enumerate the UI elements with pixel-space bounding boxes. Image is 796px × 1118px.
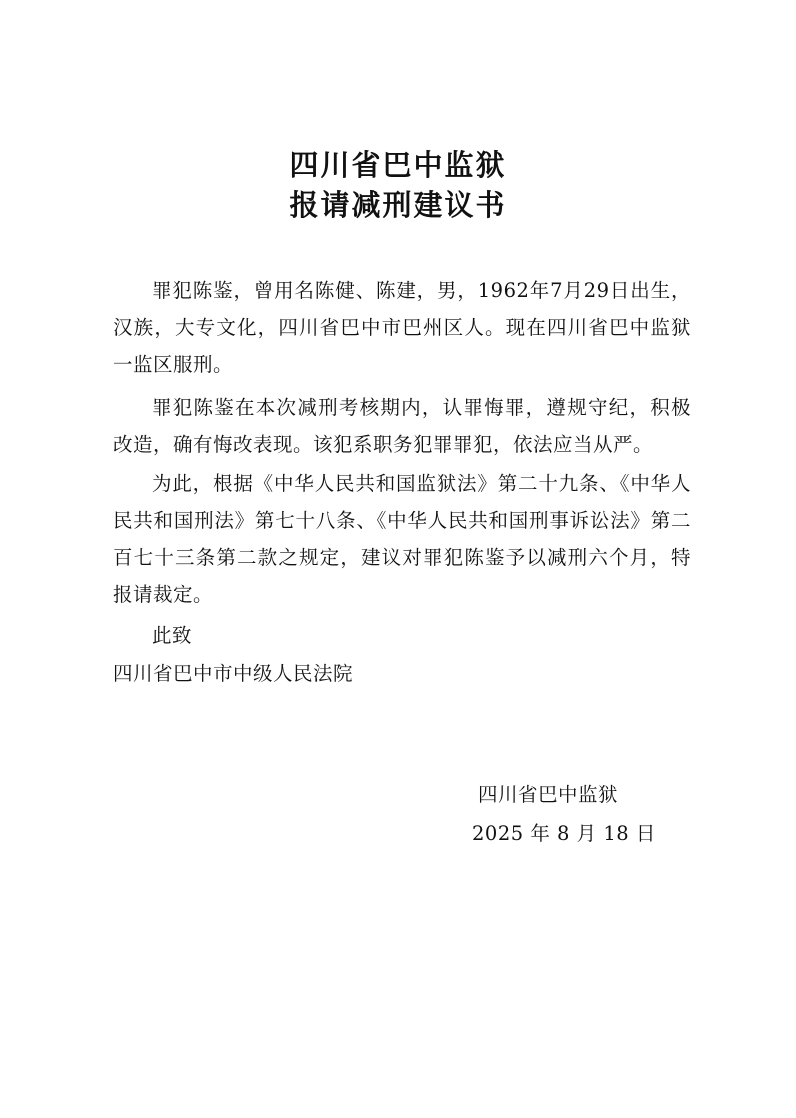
paragraph-prisoner-info: 罪犯陈鉴，曾用名陈健、陈建，男，1962年7月29日出生，汉族，大专文化，四川省巴中市巴州区人。现在四川省巴中监狱一监区服刑。	[113, 279, 691, 376]
salutation: 此致	[152, 624, 193, 647]
signature-organization: 四川省巴中监狱	[478, 783, 619, 806]
document-title-line1: 四川省巴中监狱	[289, 148, 507, 182]
paragraph-legal-basis: 为此，根据《中华人民共和国监狱法》第二十九条、《中华人民共和国刑法》第七十八条、《中华人民共和国刑事诉讼法》第二百七十三条第二款之规定，建议对罪犯陈鉴予以减刑六个月，特报请裁定。	[113, 472, 691, 606]
document-title-line2: 报请减刑建议书	[289, 188, 507, 222]
recipient-court: 四川省巴中市中级人民法院	[113, 662, 354, 685]
signature-date: 2025 年 8 月 18 日	[472, 822, 656, 845]
paragraph-performance: 罪犯陈鉴在本次减刑考核期内，认罪悔罪，遵规守纪，积极改造，确有悔改表现。该犯系职务犯罪罪犯，依法应当从严。	[113, 396, 691, 456]
